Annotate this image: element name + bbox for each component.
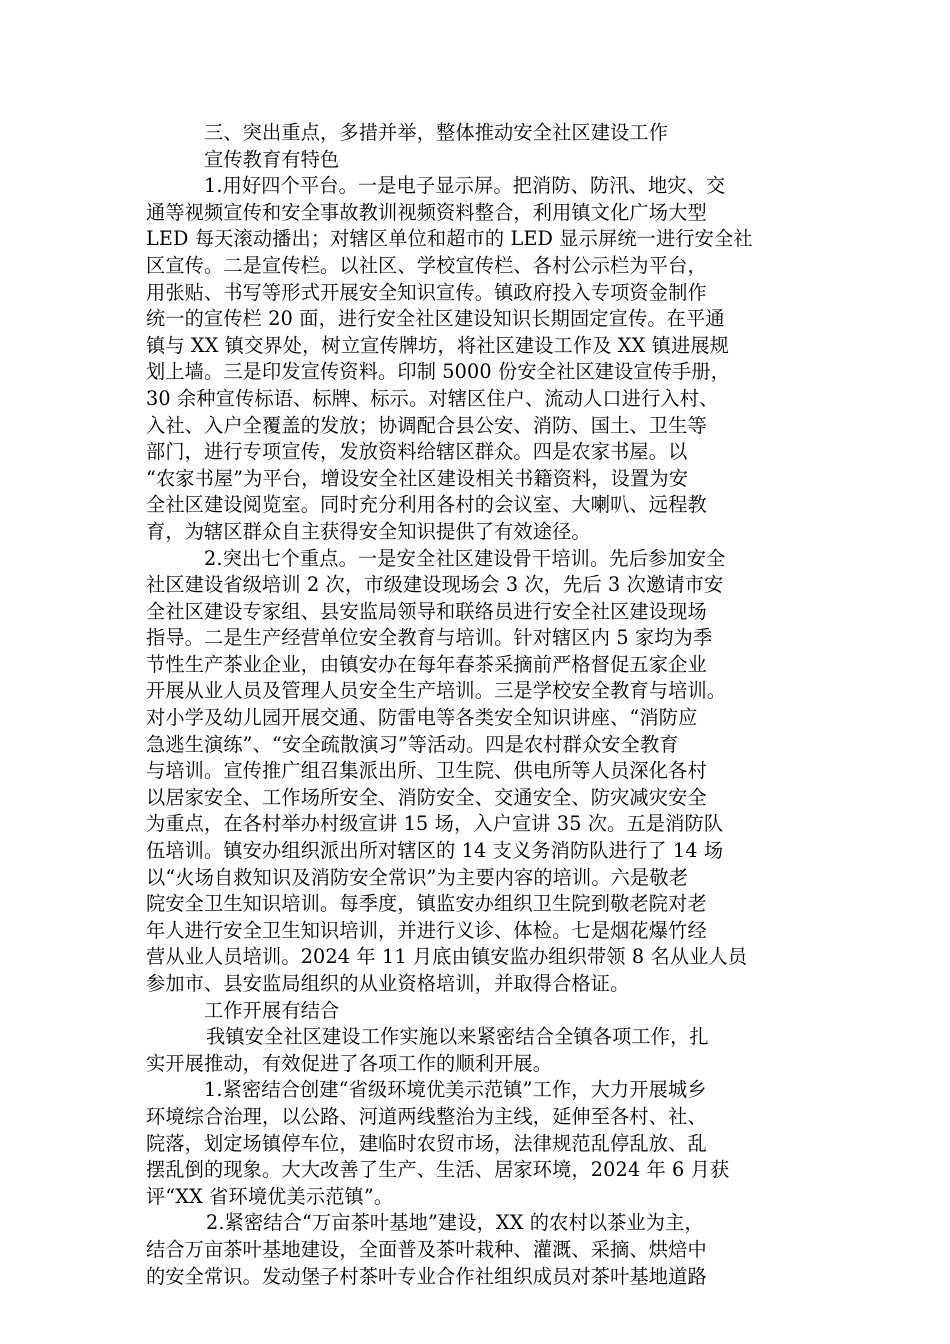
text-line: 摆乱倒的现象。大大改善了生产、生活、居家环境，2024 年 6 月获 xyxy=(146,1158,730,1182)
text-line: 全社区建设阅览室。同时充分利用各村的会议室、大喇叭、远程教 xyxy=(146,493,707,517)
text-line: 用张贴、书写等形式开展安全知识宣传。镇政府投入专项资金制作 xyxy=(146,280,707,304)
subheading-publicity: 宣传教育有特色 xyxy=(204,147,340,171)
text-line: 入社、入户全覆盖的发放；协调配合县公安、消防、国土、卫生等 xyxy=(146,413,707,437)
paragraph-four-platforms xyxy=(146,173,804,545)
text-line: 全社区建设专家组、县安监局领导和联络员进行安全社区建设现场 xyxy=(146,599,707,623)
text-line: 为重点，在各村举办村级宣讲 15 场，入户宣讲 35 次。五是消防队 xyxy=(146,812,724,836)
text-line: 节性生产茶业企业，由镇安办在每年春茶采摘前严格督促五家企业 xyxy=(146,652,707,676)
text-line: 我镇安全社区建设工作实施以来紧密结合全镇各项工作，扎 xyxy=(206,1025,709,1049)
text-line: 开展从业人员及管理人员安全生产培训。三是学校安全教育与培训。 xyxy=(146,679,727,703)
text-line: 的安全常识。发动堡子村茶叶专业合作社组织成员对茶叶基地道路 xyxy=(146,1264,707,1288)
text-line: 1.用好四个平台。一是电子显示屏。把消防、防汛、地灾、交 xyxy=(204,174,726,198)
text-line: 划上墙。三是印发宣传资料。印制 5000 份安全社区建设宣传手册， xyxy=(146,360,731,384)
text-line: 通等视频宣传和安全事故教训视频资料整合，利用镇文化广场大型 xyxy=(146,200,707,224)
text-line: 营从业人员培训。2024 年 11 月底由镇安监办组织带领 8 名从业人员 xyxy=(146,945,748,969)
text-line: 社区建设省级培训 2 次，市级建设现场会 3 次，先后 3 次邀请市安 xyxy=(146,573,724,597)
text-line: 院落，划定场镇停车位，建临时农贸市场，法律规范乱停乱放、乱 xyxy=(146,1131,707,1155)
text-line: 以居家安全、工作场所安全、消防安全、交通安全、防灾减灾安全 xyxy=(146,785,707,809)
text-line: 以“火场自救知识及消防安全常识”为主要内容的培训。六是敬老 xyxy=(146,865,689,889)
text-line: 参加市、县安监局组织的从业资格培训，并取得合格证。 xyxy=(146,972,630,995)
text-line: 统一的宣传栏 20 面，进行安全社区建设知识长期固定宣传。在平通 xyxy=(146,307,725,331)
text-line: 伍培训。镇安办组织派出所对辖区的 14 支义务消防队进行了 14 场 xyxy=(146,839,724,863)
text-line: 年人进行安全卫生知识培训，并进行义诊、体检。七是烟花爆竹经 xyxy=(146,918,707,942)
text-line: 结合万亩茶叶基地建设，全面普及茶叶栽种、灌溉、采摘、烘焙中 xyxy=(146,1237,707,1261)
text-line: 对小学及幼儿园开展交通、防雷电等各类安全知识讲座、“消防应 xyxy=(146,706,698,730)
paragraph-integration-intro xyxy=(146,1024,804,1077)
subheading-integration: 工作开展有结合 xyxy=(204,998,340,1022)
text-line: 30 余种宣传标语、标牌、标示。对辖区住户、流动人口进行入村、 xyxy=(146,386,719,410)
text-line: “农家书屋”为平台，增设安全社区建设相关书籍资料，设置为安 xyxy=(146,466,689,490)
text-line: 急逃生演练”、“安全疏散演习”等活动。四是农村群众安全教育 xyxy=(146,732,679,756)
paragraph-seven-focuses xyxy=(146,546,804,998)
text-line: 院安全卫生知识培训。每季度，镇监安办组织卫生院到敬老院对老 xyxy=(146,892,707,916)
text-line: 环境综合治理，以公路、河道两线整治为主线，延伸至各村、社、 xyxy=(146,1104,707,1128)
section-heading: 三、突出重点，多措并举，整体推动安全社区建设工作 xyxy=(204,121,669,144)
paragraph-environment-town xyxy=(146,1077,804,1210)
text-line: 镇与 XX 镇交界处，树立宣传牌坊，将社区建设工作及 XX 镇进展规 xyxy=(146,333,730,357)
paragraph-tea-base xyxy=(146,1210,804,1290)
text-line: 2.紧密结合“万亩茶叶基地”建设，XX 的农村以茶业为主， xyxy=(206,1211,704,1235)
text-line: 评“XX 省环境优美示范镇”。 xyxy=(146,1184,394,1208)
text-line: 部门，进行专项宣传，发放资料给辖区群众。四是农家书屋。以 xyxy=(146,440,688,464)
text-line: 1.紧密结合创建“省级环境优美示范镇”工作，大力开展城乡 xyxy=(204,1078,707,1102)
document-page xyxy=(146,120,804,1290)
text-line: 与培训。宣传推广组召集派出所、卫生院、供电所等人员深化各村 xyxy=(146,759,707,783)
text-line: LED 每天滚动播出；对辖区单位和超市的 LED 显示屏统一进行安全社 xyxy=(146,227,753,251)
text-line: 指导。二是生产经营单位安全教育与培训。针对辖区内 5 家均为季 xyxy=(146,626,713,650)
text-line: 实开展推动，有效促进了各项工作的顺利开展。 xyxy=(146,1051,553,1075)
text-line: 育，为辖区群众自主获得安全知识提供了有效途径。 xyxy=(146,519,591,543)
text-line: 2.突出七个重点。一是安全社区建设骨干培训。先后参加安全 xyxy=(204,546,726,570)
text-line: 区宣传。二是宣传栏。以社区、学校宣传栏、各村公示栏为平台， xyxy=(146,253,707,277)
